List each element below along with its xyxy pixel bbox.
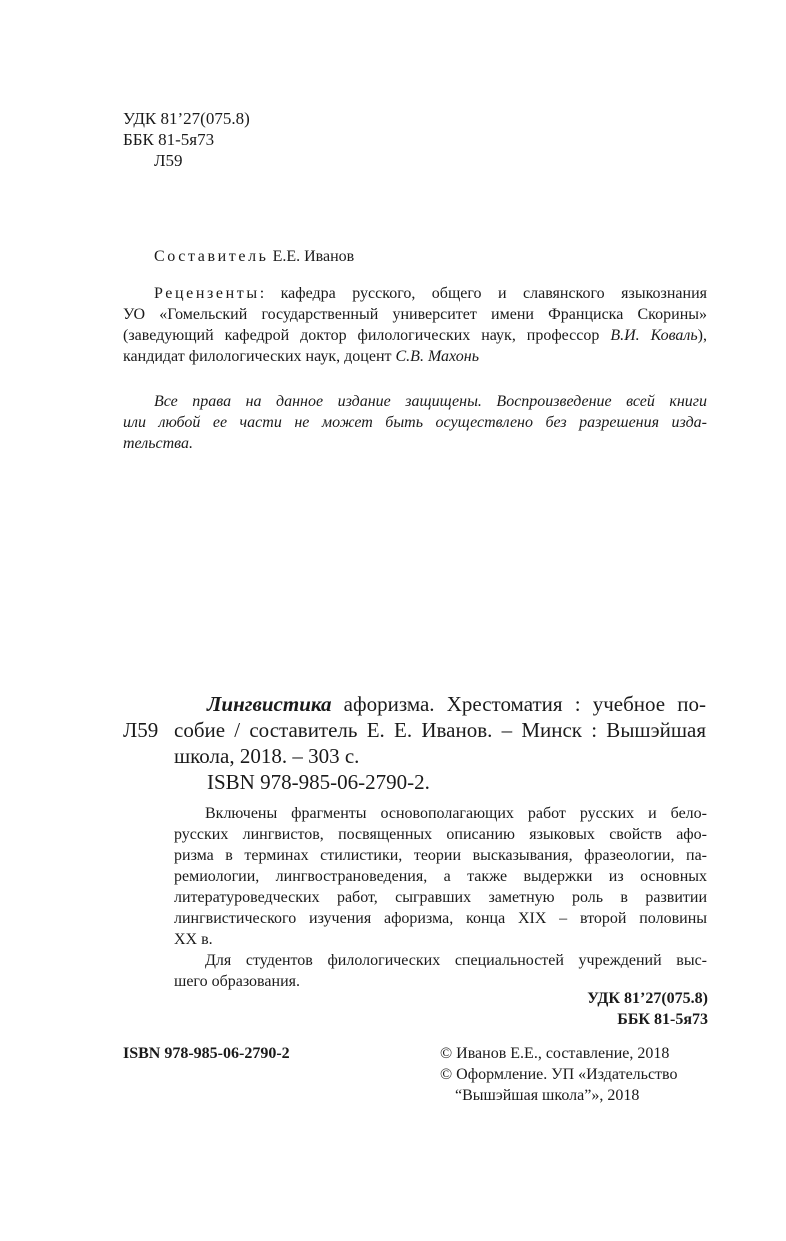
author-sign: Л59 bbox=[154, 151, 183, 170]
rights-notice bbox=[123, 391, 707, 454]
annotation-line: литературоведческих работ, сыгравших заметную роль в развитии bbox=[174, 889, 707, 906]
reviewers-line-1: Рецензенты: кафедра русского, общего и славянского языкознания bbox=[154, 285, 707, 302]
annotation-line: XX в. bbox=[174, 931, 213, 948]
copyright-publisher: “Вышэйшая школа”», 2018 bbox=[455, 1087, 640, 1104]
udk-code: УДК 81’27(075.8) bbox=[123, 109, 250, 128]
rights-line-2: или любой ее части не может быть осуществлено без разрешения изда- bbox=[123, 414, 707, 431]
reviewers-line-3: (заведующий кафедрой доктор филологических наук, профессор В.И. Коваль), bbox=[123, 327, 707, 344]
catalog-line-1: Лингвистика афоризма. Хрестоматия : учебное по- bbox=[207, 692, 706, 716]
catalog-isbn: ISBN 978-985-06-2790-2. bbox=[207, 770, 430, 794]
compiler-label: Составитель bbox=[154, 248, 269, 265]
reviewers-label: Рецензенты bbox=[154, 285, 260, 302]
classification-bbk: ББК 81-5я73 bbox=[617, 1011, 708, 1028]
reviewer-name-makhon: С.В. Махонь bbox=[395, 348, 479, 365]
annotation-line: Для студентов филологических специальностей учреждений выс- bbox=[205, 952, 707, 969]
catalog-line-3: школа, 2018. – 303 с. bbox=[174, 744, 360, 768]
classification-udk: УДК 81’27(075.8) bbox=[587, 990, 708, 1007]
annotation-paragraph-1 bbox=[174, 803, 707, 950]
compiler-name: Е.Е. Иванов bbox=[272, 248, 355, 265]
annotation-line: ремиологии, лингвострановедения, а также выдержки из основных bbox=[174, 868, 707, 885]
reviewers-line-4: кандидат филологических наук, доцент С.В. Махонь bbox=[123, 348, 479, 365]
udk-block bbox=[123, 108, 250, 171]
footer-isbn: ISBN 978-985-06-2790-2 bbox=[123, 1045, 290, 1062]
rights-line-3: тельства. bbox=[123, 435, 194, 452]
annotation bbox=[174, 803, 707, 992]
compiler-line bbox=[154, 246, 354, 267]
annotation-line: русских лингвистов, посвященных описанию языковых свойств афо- bbox=[174, 826, 707, 843]
reviewers-block bbox=[123, 283, 707, 367]
annotation-line: лингвистического изучения афоризма, конца XIX – второй половины bbox=[174, 910, 707, 927]
reviewers-line-2: УО «Гомельский государственный университет имени Франциска Скорины» bbox=[123, 306, 707, 323]
copyright-block bbox=[440, 1043, 677, 1106]
annotation-line: шего образования. bbox=[174, 973, 300, 990]
annotation-line: Включены фрагменты основополагающих работ русских и бело- bbox=[205, 805, 707, 822]
catalog-title: Лингвистика bbox=[207, 692, 332, 716]
annotation-line: ризма в терминах стилистики, теории высказывания, фразеологии, па- bbox=[174, 847, 707, 864]
reviewer-name-koval: В.И. Коваль bbox=[610, 327, 698, 344]
bbk-code: ББК 81-5я73 bbox=[123, 130, 215, 149]
annotation-paragraph-2 bbox=[174, 950, 707, 992]
catalog-entry bbox=[174, 691, 706, 795]
rights-line-1: Все права на данное издание защищены. Воспроизведение всей книги bbox=[154, 393, 707, 410]
classification bbox=[500, 988, 708, 1030]
catalog-sign: Л59 bbox=[123, 718, 159, 742]
copyright-design: © Оформление. УП «Издательство bbox=[440, 1066, 678, 1083]
copyright-compiler: © Иванов Е.Е., составление, 2018 bbox=[440, 1045, 670, 1062]
catalog-line-2: собие / составитель Е. Е. Иванов. – Минск : Вышэйшая bbox=[174, 718, 706, 742]
